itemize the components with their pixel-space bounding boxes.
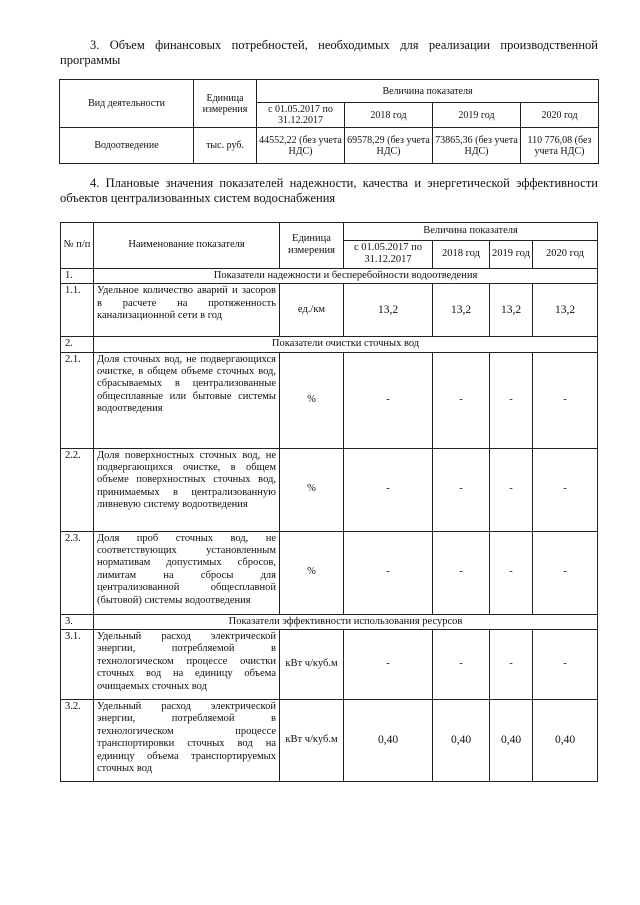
cell-unit: ед./км [280, 284, 344, 337]
cell-value: - [490, 352, 533, 448]
header-period: с 01.05.2017 по 31.12.2017 [257, 103, 345, 128]
section-4-heading: 4. Плановые значения показателей надежности, качества и энергетической эффективности объектов централизованных систем водоснабжения [60, 176, 598, 205]
row-number: 3.1. [61, 630, 94, 700]
cell-unit: % [280, 352, 344, 448]
cell-value: - [490, 448, 533, 531]
cell-unit: кВт ч/куб.м [280, 630, 344, 700]
row-number: 2.2. [61, 448, 94, 531]
table-row [61, 531, 598, 614]
cell-unit: кВт ч/куб.м [280, 700, 344, 782]
cell-value: 73865,36 (без учета НДС) [433, 128, 521, 164]
cell-value: - [433, 352, 490, 448]
cell-unit: % [280, 448, 344, 531]
section-3-heading: 3. Объем финансовых потребностей, необходимых для реализации производственной программы [60, 38, 598, 67]
table-row [61, 352, 598, 448]
section-row [61, 268, 598, 283]
table-row [61, 630, 598, 700]
header-value: Величина показателя [257, 80, 599, 103]
cell-value: - [490, 630, 533, 700]
table-row [60, 128, 599, 164]
header-period: 2020 год [521, 103, 599, 128]
header-unit: Единица измерения [280, 223, 344, 269]
cell-value: 13,2 [533, 284, 598, 337]
cell-value: 110 776,08 (без учета НДС) [521, 128, 599, 164]
cell-value: - [533, 531, 598, 614]
indicator-name: Доля сточных вод, не подвергающихся очистке, в общем объеме сточных вод, сбрасываемых в централизованные общесплавные или бытовые системы водоотведения [94, 352, 280, 448]
section-title: Показатели эффективности использования ресурсов [94, 614, 598, 629]
indicators-table [60, 222, 598, 782]
header-unit: Единица измерения [194, 80, 257, 128]
cell-unit: тыс. руб. [194, 128, 257, 164]
indicator-name: Доля проб сточных вод, не соответствующих установленным нормативам допустимых сбросов, лимитам на сбросы для централизованной общесплавной (бытовой) системы водоотведения [94, 531, 280, 614]
cell-value: - [433, 630, 490, 700]
cell-value: - [433, 531, 490, 614]
cell-value: - [433, 448, 490, 531]
indicator-name: Удельное количество аварий и засоров в расчете на протяженность канализационной сети в год [94, 284, 280, 337]
table-row [61, 448, 598, 531]
row-number: 2. [61, 337, 94, 352]
cell-value: - [533, 448, 598, 531]
header-activity: Вид деятельности [60, 80, 194, 128]
indicator-name: Доля поверхностных сточных вод, не подвергающихся очистке, в общем объеме поверхностных сточных вод, принимаемых в централизованную ливневую систему водоотведения [94, 448, 280, 531]
header-period: 2018 год [345, 103, 433, 128]
cell-value: 13,2 [490, 284, 533, 337]
financial-needs-table [59, 79, 599, 164]
row-number: 3. [61, 614, 94, 629]
row-number: 2.3. [61, 531, 94, 614]
cell-value: - [533, 352, 598, 448]
header-num: № п/п [61, 223, 94, 269]
table-row [61, 700, 598, 782]
row-number: 1. [61, 268, 94, 283]
cell-value: - [490, 531, 533, 614]
cell-value: 0,40 [533, 700, 598, 782]
cell-value: 13,2 [433, 284, 490, 337]
section-row [61, 337, 598, 352]
header-value: Величина показателя [344, 223, 598, 241]
cell-unit: % [280, 531, 344, 614]
cell-value: - [344, 630, 433, 700]
cell-value: - [344, 352, 433, 448]
header-period: с 01.05.2017 по 31.12.2017 [344, 241, 433, 269]
cell-activity: Водоотведение [60, 128, 194, 164]
cell-value: 69578,29 (без учета НДС) [345, 128, 433, 164]
cell-value: - [344, 448, 433, 531]
header-period: 2018 год [433, 241, 490, 269]
indicator-name: Удельный расход электрической энергии, потребляемой в технологическом процессе очистки сточных вод на единицу объема очищаемых сточных вод [94, 630, 280, 700]
row-number: 3.2. [61, 700, 94, 782]
table-row [61, 284, 598, 337]
cell-value: - [344, 531, 433, 614]
section-title: Показатели надежности и бесперебойности водоотведения [94, 268, 598, 283]
indicator-name: Удельный расход электрической энергии, потребляемой в технологическом процессе транспортировки сточных вод на единицу объема транспортируемых сточных вод [94, 700, 280, 782]
cell-value: 13,2 [344, 284, 433, 337]
cell-value: - [533, 630, 598, 700]
section-title: Показатели очистки сточных вод [94, 337, 598, 352]
header-period: 2019 год [433, 103, 521, 128]
cell-value: 44552,22 (без учета НДС) [257, 128, 345, 164]
section-row [61, 614, 598, 629]
row-number: 1.1. [61, 284, 94, 337]
row-number: 2.1. [61, 352, 94, 448]
cell-value: 0,40 [433, 700, 490, 782]
header-period: 2020 год [533, 241, 598, 269]
header-name: Наименование показателя [94, 223, 280, 269]
cell-value: 0,40 [344, 700, 433, 782]
header-period: 2019 год [490, 241, 533, 269]
cell-value: 0,40 [490, 700, 533, 782]
